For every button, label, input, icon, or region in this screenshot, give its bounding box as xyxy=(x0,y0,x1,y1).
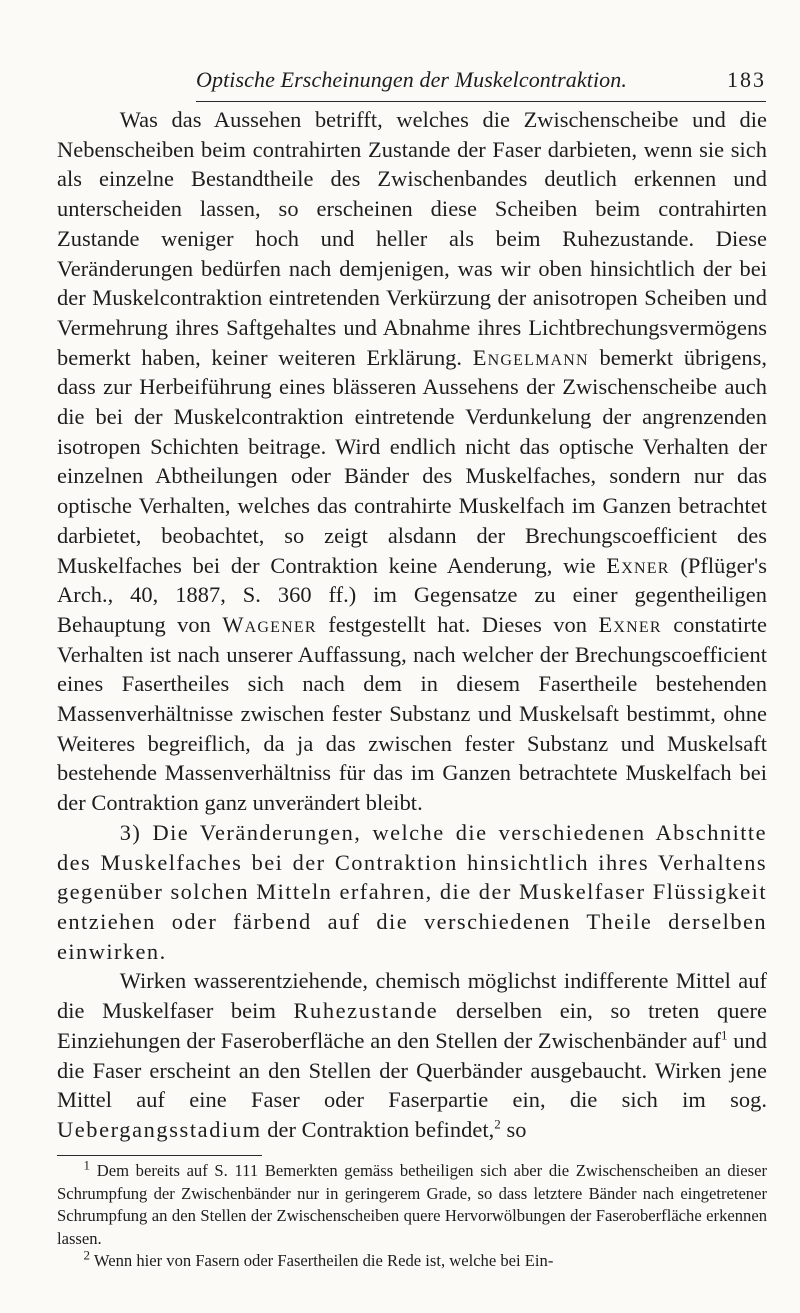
paragraph-1-part-c: (Pflüger's Arch., 40, 1887, S. 360 ff.) im Gegensatze zu einer gegentheiligen Behauptung von xyxy=(57,552,767,637)
paragraph-1-part-a: Was das Aussehen betrifft, welches die Zwischenscheibe und die Nebenscheiben beim contrahirten Zustande der Faser darbieten, wenn sie sich als einzelne Bestandtheile des Zwischenbandes deutlich erkennen und unterscheiden lassen, so erscheinen diese Scheiben beim contrahirten Zustande weniger hoch und heller als beim Ruhezustande. Diese Veränderungen bedürfen nach demjenigen, was wir oben hinsichtlich der bei der Muskelcontraktion eintretenden Verkürzung der anisotropen Scheiben und Vermehrung ihres Saftgehaltes und Abnahme ihres Lichtbrechungsvermögens bemerkt haben, keiner weiteren Erklärung. xyxy=(57,107,767,370)
footnote-rule xyxy=(57,1155,262,1156)
paragraph-3-part-e: so xyxy=(506,1116,527,1142)
paragraph-1-part-e: constatirte Verhalten ist nach unserer Auffassung, nach welcher der Brechungscoefficient eines Fasertheiles sich nach dem in diesem Fasertheile bestehenden Massenverhältnisse zwischen fester Substanz und Muskelsaft bestimmt, ohne Weiteres begreiflich, da ja das zwischen fester Substanz und Muskelsaft bestehende Massenverhältniss für das im Ganzen betrachtete Muskelfach bei der Contraktion ganz unverändert bleibt. xyxy=(57,611,767,816)
footnote-1-mark: 1 xyxy=(83,1157,91,1173)
page-header xyxy=(196,67,766,97)
paragraph-1-part-b: bemerkt übrigens, dass zur Herbeiführung eines blässeren Aussehens der Zwischenscheibe auch die bei der Muskelcontraktion eintretende Verdunkelung der angrenzenden isotropen Schichten beitrage. Wird endlich nicht das optische Verhalten der einzelnen Abtheilungen oder Bänder des Muskelfaches, sondern nur das optische Verhalten, welches das contrahirte Muskelfach im Ganzen betrachtet darbietet, beobachtet, so zeigt alsdann der Brechungscoefficient des Muskelfaches bei der Contraktion keine Aenderung, wie xyxy=(57,344,768,578)
paragraph-3-part-b: derselben ein, so treten quere Einziehungen der Faseroberfläche an den Stellen der Zwischenbänder auf xyxy=(57,998,767,1053)
paragraph-1-part-d: festgestellt hat. Dieses von xyxy=(328,611,588,637)
footnote-2-text: Wenn hier von Fasern oder Fasertheilen die Rede ist, welche bei Ein- xyxy=(93,1251,554,1270)
footnotes xyxy=(57,1157,767,1273)
author-name-exner-2: Exner xyxy=(598,611,662,637)
footnote-2-mark: 2 xyxy=(83,1247,91,1263)
author-name-engelmann: Engelmann xyxy=(472,344,589,370)
paragraph-1 xyxy=(57,105,767,818)
footnote-1 xyxy=(57,1157,767,1250)
footnote-2 xyxy=(57,1247,767,1273)
paragraph-3 xyxy=(57,966,767,1144)
paragraph-3-part-a: Wirken wasserentziehende, chemisch möglichst indifferente Mittel auf die Muskelfaser beim xyxy=(57,968,767,1024)
footnote-ref-1[interactable]: 1 xyxy=(721,1027,728,1043)
main-text xyxy=(57,105,767,1145)
footnote-ref-2[interactable]: 2 xyxy=(494,1116,501,1132)
spaced-term-ruhezustande: Ruhezustande xyxy=(293,998,439,1024)
footnote-1-text: Dem bereits auf S. 111 Bemerkten gemäss betheiligen sich aber die Zwischenscheiben an dieser Schrumpfung der Zwischenbänder nur in geringerem Grade, so dass letztere Bänder nach eingetretener Schrumpfung an den Stellen der Zwischenscheiben quere Hervorwölbungen der Faseroberfläche erkennen lassen. xyxy=(57,1161,767,1248)
author-name-wagener: Wagener xyxy=(222,611,317,637)
header-rule xyxy=(196,101,766,102)
spaced-term-uebergangsstadium: Uebergangsstadium xyxy=(57,1116,262,1142)
page-number: 183 xyxy=(727,67,766,92)
running-title: Optische Erscheinungen der Muskelcontraktion. xyxy=(196,67,627,92)
paragraph-3-part-d: der Contraktion befindet, xyxy=(267,1116,495,1142)
paragraph-3-part-c: und die Faser erscheint an den Stellen der Querbänder ausgebaucht. Wirken jene Mittel auf eine Faser oder Faserpartie ein, die sich im sog. xyxy=(57,1027,767,1113)
section-heading-3: 3) Die Veränderungen, welche die verschiedenen Abschnitte des Muskelfaches bei der Contraktion hinsichtlich ihres Verhaltens gegenüber solchen Mitteln erfahren, die der Muskelfaser Flüssigkeit entziehen oder färbend auf die verschiedenen Theile derselben einwirken. xyxy=(57,819,767,964)
author-name-exner: Exner xyxy=(606,552,670,578)
